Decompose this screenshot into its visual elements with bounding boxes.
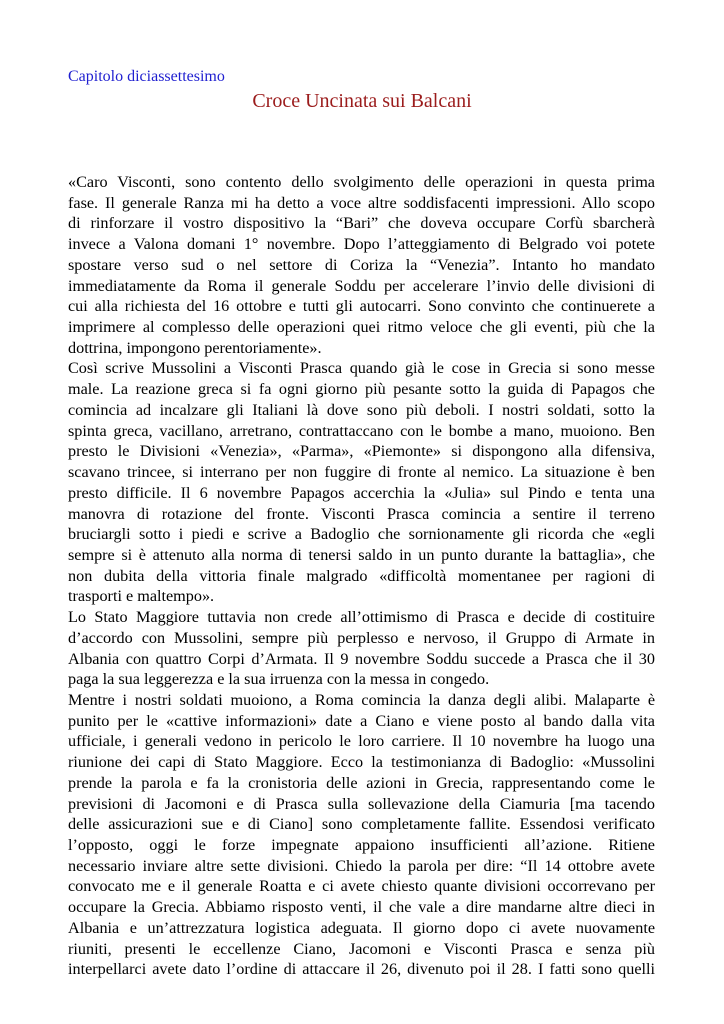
text-line: «Caro Visconti, sono contento dello svolgimento delle operazioni in questa prima <box>68 173 655 191</box>
text-line: paga la sua leggerezza e la sua irruenza con la messa in congedo. <box>68 670 490 689</box>
text-line: trasporti e maltempo». <box>68 587 215 606</box>
text-line: presto difficile. Il 6 novembre Papagos accerchia la «Julia» sul Pindo e tenta una <box>68 483 655 502</box>
text-line: bruciargli sotto i piedi e scrive a Badoglio che sornionamente gli ricorda che «egli <box>68 525 655 544</box>
chapter-label: Capitolo diciassettesimo <box>68 68 225 85</box>
text-line: dottrina, impongono perentoriamente». <box>68 338 322 357</box>
text-line: fase. Il generale Ranza mi ha detto a voce altre soddisfacenti impressioni. Allo scopo <box>68 193 655 212</box>
text-line: prende la parola e fa la cronistoria delle azioni in Grecia, rappresentando come le <box>68 773 655 792</box>
text-line: convocato me e il generale Roatta e ci avete chiesto quante divisioni occorrevano per <box>68 877 655 896</box>
text-line: presto le Divisioni «Venezia», «Parma», «Piemonte» si dispongono alla difensiva, <box>68 442 655 461</box>
text-line: previsioni di Jacomoni e di Prasca sulla sollevazione della Ciamuria [ma tacendo <box>68 794 655 813</box>
text-line: Così scrive Mussolini a Visconti Prasca quando già le cose in Grecia si sono messe <box>68 359 655 378</box>
text-line: comincia ad incalzare gli Italiani là dove sono più deboli. I nostri soldati, sotto la <box>68 400 655 419</box>
text-line: immediatamente da Roma il generale Soddu per accelerare l’invio delle divisioni di <box>68 276 655 295</box>
text-line: manovra di rotazione del fronte. Visconti Prasca comincia a sentire il terreno <box>68 504 655 523</box>
text-line: imprimere al complesso delle operazioni quei ritmo veloce che gli eventi, più che la <box>68 318 655 337</box>
text-line: occupare la Grecia. Abbiamo risposto venti, il che vale a dire mandarne altre dieci in <box>68 898 655 917</box>
text-line: l’opposto, oggi le forze impegnate appaiono insufficienti all’azione. Ritiene <box>68 836 655 854</box>
text-line: punito per le «cattive informazioni» date a Ciano e viene posto al bando dalla vita <box>68 711 655 730</box>
paragraph <box>68 690 655 980</box>
text-line: scavano trincee, si interrano per non fuggire di fronte al nemico. La situazione è ben <box>68 463 655 482</box>
body-text <box>68 172 655 980</box>
text-line: interpellarci avete dato l’ordine di attaccare il 26, divenuto poi il 28. I fatti sono quelli <box>68 960 655 979</box>
paragraph <box>68 172 655 358</box>
text-line: Lo Stato Maggiore tuttavia non crede all’ottimismo di Prasca e decide di costituire <box>68 608 655 627</box>
text-line: Mentre i nostri soldati muoiono, a Roma comincia la danza degli alibi. Malaparte è <box>68 690 655 709</box>
text-line: delle assicurazioni sue e di Ciano] sono completamente fallite. Essendosi verificato <box>68 815 655 834</box>
text-line: invece a Valona domani 1° novembre. Dopo l’atteggiamento di Belgrado voi potete <box>68 235 655 254</box>
text-line: male. La reazione greca si fa ogni giorno più pesante sotto la guida di Papagos che <box>68 380 655 399</box>
text-line: riunione dei capi di Stato Maggiore. Ecco la testimonianza di Badoglio: «Mussolini <box>68 753 655 772</box>
text-line: Albania e un’attrezzatura logistica adeguata. Il giorno dopo ci avete nuovamente <box>68 918 655 937</box>
text-line: cui alla richiesta del 16 ottobre e tutti gli autocarri. Sono convinto che continuerete a <box>68 297 655 316</box>
text-line: spinta greca, vacillano, arretrano, contrattaccano con le bombe a mano, muoiono. Ben <box>68 421 655 440</box>
text-line: spostare verso sud o nel settore di Coriza la “Venezia”. Intanto ho mandato <box>68 255 655 274</box>
chapter-title: Croce Uncinata sui Balcani <box>252 90 472 112</box>
text-line: riuniti, presenti le eccellenze Ciano, Jacomoni e Visconti Prasca e senza più <box>68 939 655 958</box>
text-line: non dubita della vittoria finale malgrado «difficoltà momentanee per ragioni di <box>68 566 655 585</box>
text-line: di rinforzare il vostro dispositivo la “Bari” che doveva occupare Corfù sbarcherà <box>68 214 655 233</box>
paragraph <box>68 607 655 690</box>
text-line: sempre si è attenuto alla norma di tenersi saldo in un punto durante la battaglia», che <box>68 545 655 564</box>
text-line: Albania con quattro Corpi d’Armata. Il 9 novembre Soddu succede a Prasca che il 30 <box>68 649 655 668</box>
text-line: ufficiale, i generali vedono in pericolo le loro carriere. Il 10 novembre ha luogo una <box>68 732 655 751</box>
paragraph <box>68 358 655 607</box>
text-line: d’accordo con Mussolini, sempre più perplesso e nervoso, il Gruppo di Armate in <box>68 628 655 647</box>
text-line: necessario inviare altre sette divisioni. Chiedo la parola per dire: “Il 14 ottobre avete <box>68 856 655 875</box>
